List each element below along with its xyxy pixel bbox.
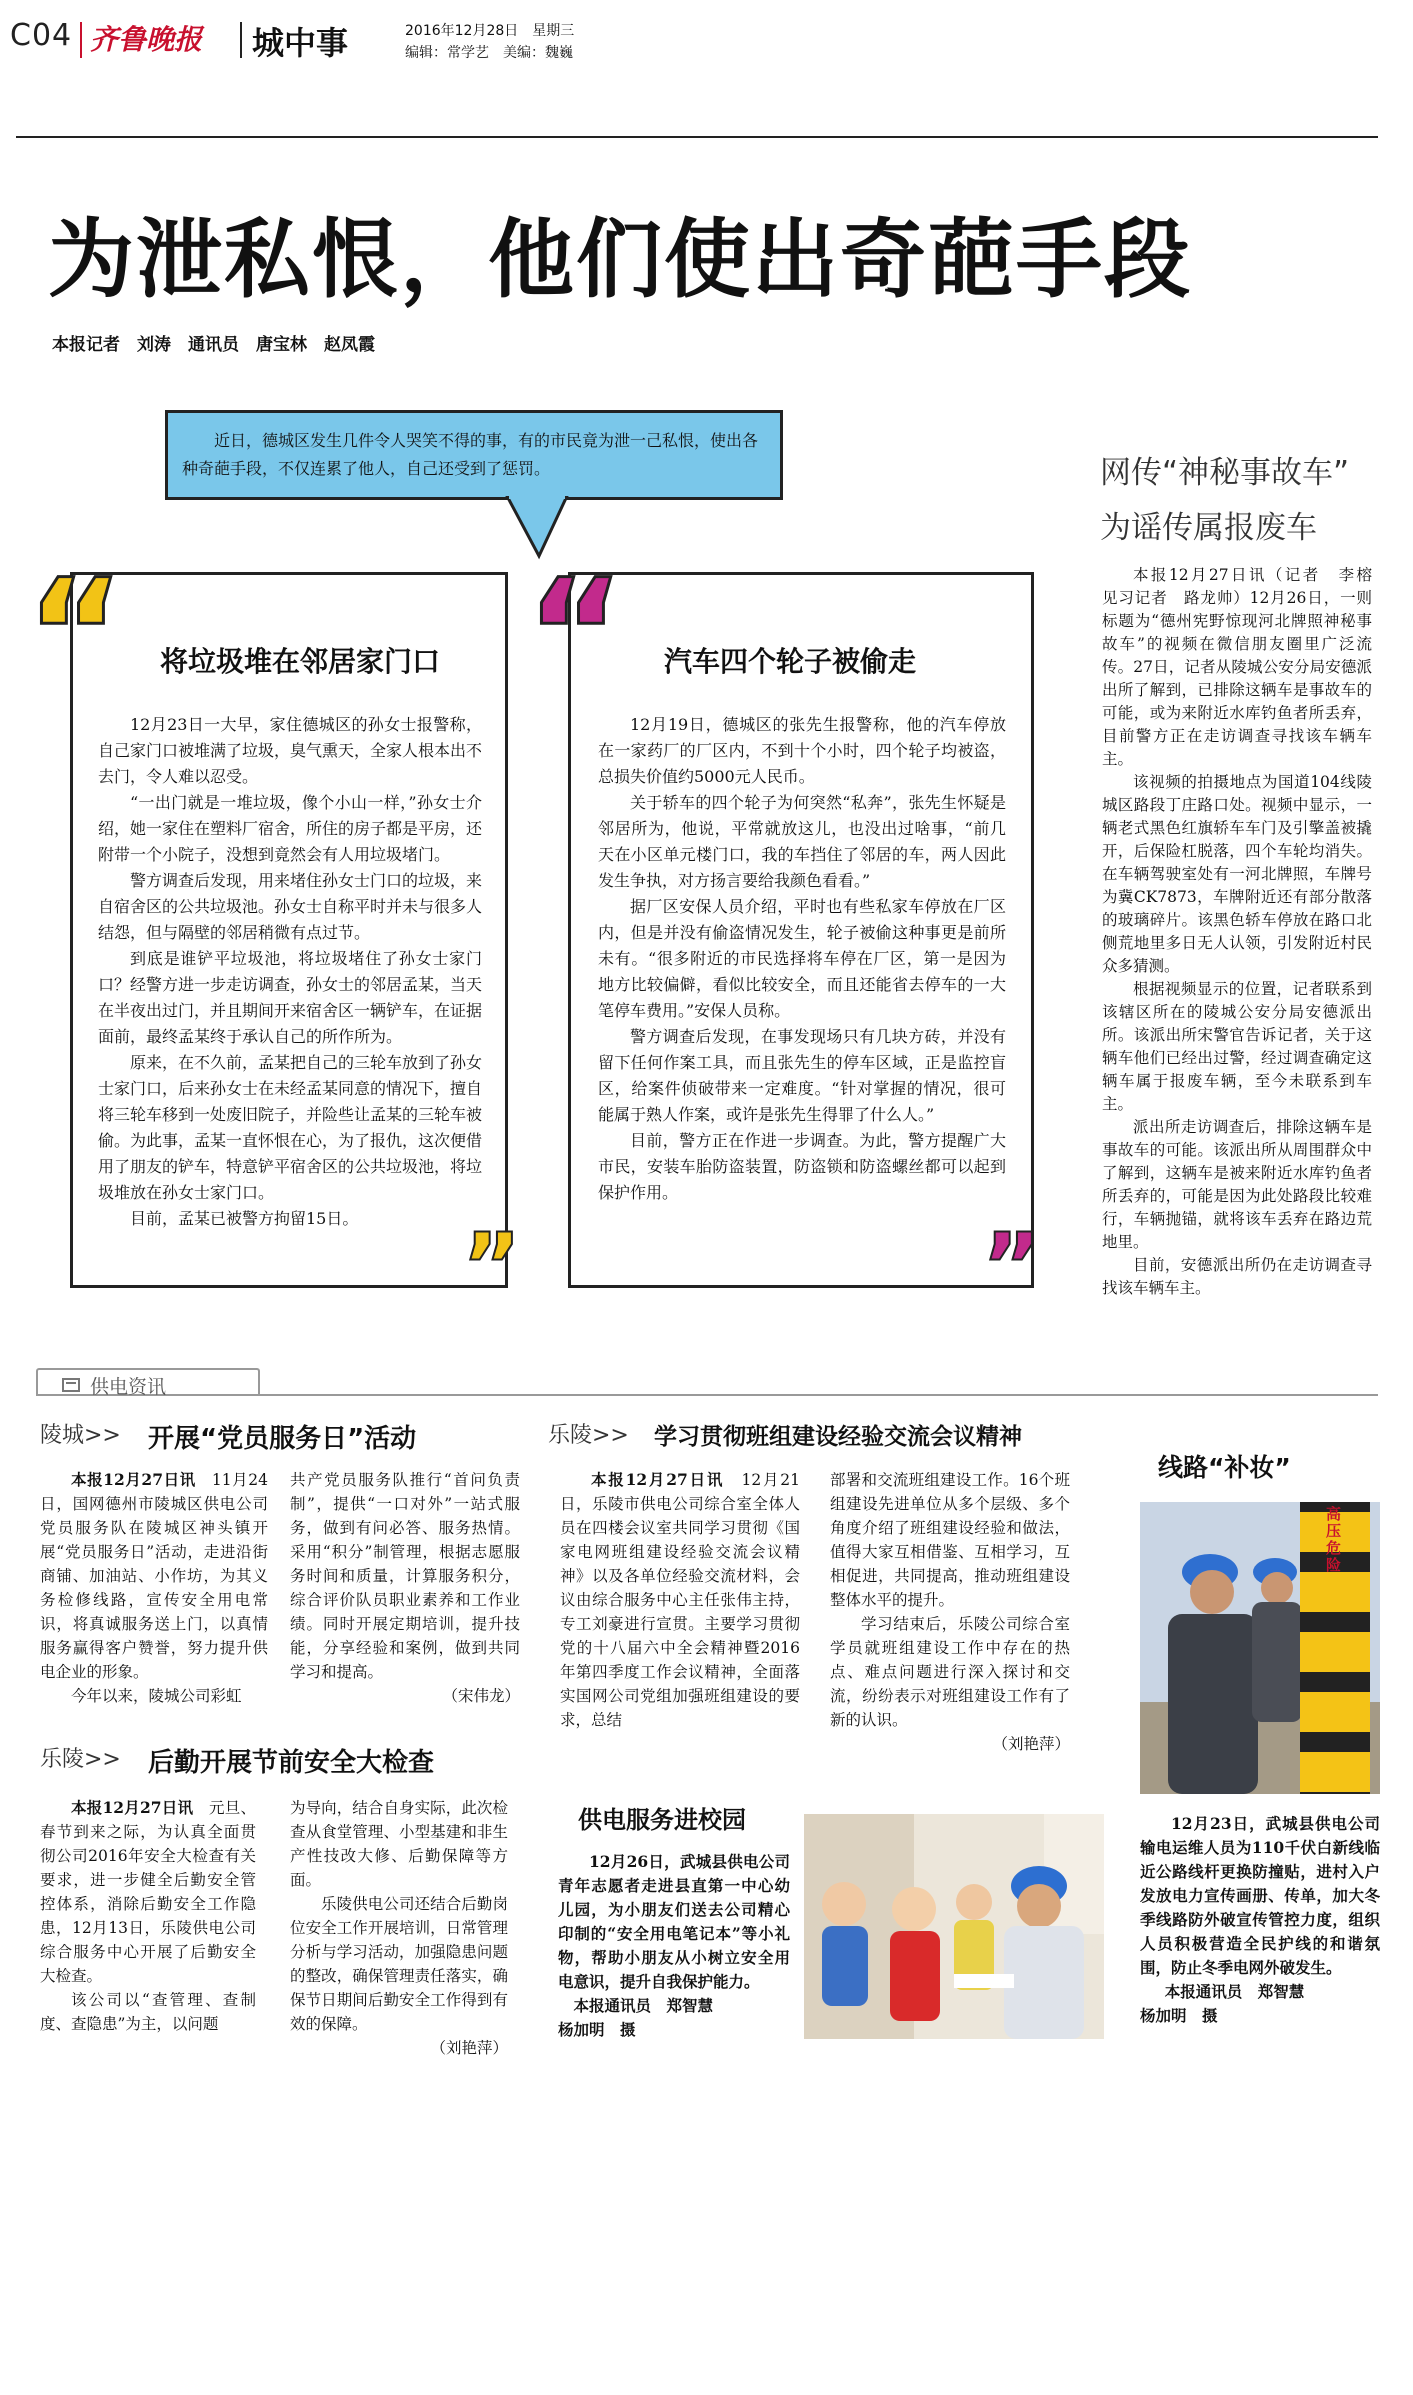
paragraph: 到底是谁铲平垃圾池，将垃圾堵住了孙女士家门口？经警方进一步走访调查，孙女士的邻居孟某，当天在半夜出过门，并且期间开来宿舍区一辆铲车，在证据面前，最终孟某终于承认自己的所作所为。 <box>98 949 483 1046</box>
author: （刘艳萍） <box>992 1735 1070 1753</box>
news3-col2 <box>290 1796 508 2060</box>
header-date: 2016年12月28日 星期三 <box>405 23 575 39</box>
news1-col2 <box>290 1468 520 1708</box>
paragraph: 派出所走访调查后，排除这辆车是事故车的可能。该派出所从周围群众中了解到，这辆车是被来附近水库钓鱼者所丢弃的，可能是因为此处路段比较难行，车辆抛锚，就将该车丢弃在路边荒地里。 <box>1102 1118 1372 1251</box>
paragraph: 目前，孟某已被警方拘留15日。 <box>130 1209 359 1228</box>
pole-photo-image <box>1140 1502 1380 1794</box>
quote-open-icon: “ <box>26 548 125 722</box>
news1-place: 陵城>> <box>40 1423 121 1448</box>
page-title: 为泄私恨，他们使出奇葩手段 <box>48 210 1192 310</box>
text: 元旦、春节到来之际，为认真全面贯彻公司2016年安全大检查有关要求，进一步健全后勤安全管控体系，消除后勤安全工作隐患，12月13日，乐陵供电公司综合服务中心开展了后勤安全大检查。 <box>40 1799 256 1985</box>
paragraph: 根据视频显示的位置，记者联系到该辖区所在的陵城公安分局安德派出所。该派出所宋警官告诉记者，关于这辆车他们已经出过警，经过调查确定这辆车属于报废车辆，至今未联系到车主。 <box>1102 980 1372 1113</box>
story-right-title: 汽车四个轮子被偷走 <box>664 645 917 678</box>
photo2-title: 线路“补妆” <box>1158 1453 1291 1482</box>
paragraph: 12月19日，德城区的张先生报警称，他的汽车停放在一家药厂的厂区内，不到十个小时，四个轮子均被盗，总损失价值约5000元人民币。 <box>598 715 1006 786</box>
paragraph: 今年以来，陵城公司彩虹 <box>71 1687 242 1705</box>
photo1-caption <box>558 1850 790 2042</box>
photo-credit: 本报通讯员 郑智慧 <box>573 1996 714 2015</box>
paragraph <box>560 1468 800 1732</box>
quote-open-icon: “ <box>526 548 625 722</box>
paragraph: 原来，在不久前，孟某把自己的三轮车放到了孙女士家门口，后来孙女士在未经孟某同意的情况下，擅自将三轮车移到一处废旧院子，并险些让孟某的三轮车被偷。为此事，孟某一直怀恨在心，为了报仇，这次便借用了朋友的铲车，特意铲平宿舍区的公共垃圾池，将垃圾堆放在孙女士家门口。 <box>98 1053 483 1202</box>
photo-pole <box>1140 1502 1380 1794</box>
photo2-caption <box>1140 1812 1380 2028</box>
author: （刘艳萍） <box>430 2039 508 2057</box>
paragraph: 为导向，结合自身实际，此次检查从食堂管理、小型基建和非生产性技改大修、后勤保障等方面。 <box>290 1799 508 1889</box>
paragraph: “一出门就是一堆垃圾，像个小山一样，”孙女士介绍，她一家住在塑料厂宿舍，所住的房子都是平房，还附带一个小院子，没想到竟然会有人用垃圾堵门。 <box>98 793 483 864</box>
header-editor: 编辑：常学艺 美编：魏巍 <box>405 45 573 61</box>
paragraph: 共产党员服务队推行“首问负责制”，提供“一口对外”一站式服务，做到有问必答、服务热情。采用“积分”制管理，根据志愿服务时间和质量，计算服务积分，综合评价队员职业素养和工作业绩。同时开展定期培训，提升技能，分享经验和案例，做到共同学习和提高。 <box>290 1471 520 1681</box>
story-left-title: 将垃圾堆在邻居家门口 <box>160 645 441 678</box>
paragraph: 学习结束后，乐陵公司综合室学员就班组建设工作中存在的热点、难点问题进行深入探讨和交流，纷纷表示对班组建设工作有了新的认识。 <box>830 1615 1070 1729</box>
news3-col1 <box>40 1796 256 2036</box>
intro-callout <box>165 410 783 500</box>
paragraph <box>40 1468 268 1684</box>
paragraph: 关于轿车的四个轮子为何突然“私奔”，张先生怀疑是邻居所为，他说，平常就放这儿，也没出过啥事，“前几天在小区单元楼门口，我的车挡住了邻居的车，两人因此发生争执，对方扬言要给我颜色看看。” <box>598 793 1006 890</box>
news1-title: 开展“党员服务日”活动 <box>148 1424 417 1454</box>
paragraph: 警方调查后发现，在事发现场只有几块方砖，并没有留下任何作案工具，而且张先生的停车区域，正是监控盲区，给案件侦破带来一定难度。“针对掌握的情况，很可能属于熟人作案，或许是张先生得罪了什么人。” <box>598 1027 1006 1124</box>
photo-credit: 杨加明 摄 <box>1140 2006 1218 2025</box>
paragraph: 12月23日一大早，家住德城区的孙女士报警称，自己家门口被堆满了垃圾，臭气熏天，全家人根本出不去门，令人难以忍受。 <box>98 715 483 786</box>
section-rule <box>36 1394 1378 1396</box>
paragraph: 12月26日，武城县供电公司青年志愿者走进县直第一中心幼儿园，为小朋友们送去公司精心印制的“安全用电笔记本”等小礼物，帮助小朋友从小树立安全用电意识，提升自我保护能力。 <box>558 1852 790 1991</box>
photo-credit: 本报通讯员 郑智慧 <box>1164 1982 1305 2001</box>
paragraph: 该视频的拍摄地点为国道104线陵城区路段丁庄路口处。视频中显示，一辆老式黑色红旗轿车车门及引擎盖被撬开，后保险杠脱落，四个车轮均消失。在车辆驾驶室处有一河北牌照，车牌号为冀CK7873，车牌附近还有部分散落的玻璃碎片。该黑色轿车停放在路口北侧荒地里多日无人认领，引发附近村民众多猜测。 <box>1102 773 1372 975</box>
sidebar-title-line2: 为谣传属报废车 <box>1100 510 1317 546</box>
author: （宋伟龙） <box>442 1687 520 1705</box>
paragraph: 目前，警方正在作进一步调查。为此，警方提醒广大市民，安装车胎防盗装置，防盗锁和防盗螺丝都可以起到保护作用。 <box>598 1131 1006 1202</box>
paragraph: 警方调查后发现，用来堵住孙女士门口的垃圾，来自宿舍区的公共垃圾池。孙女士自称平时并未与很多人结怨，但与隔壁的邻居稍微有点过节。 <box>98 871 483 942</box>
sidebar-title-line1: 网传“神秘事故车” <box>1100 455 1350 491</box>
header-divider <box>240 22 242 58</box>
pole-sign-text: 高压危险 <box>1326 1505 1342 1574</box>
news-icon <box>62 1378 80 1392</box>
news2-place: 乐陵>> <box>548 1423 629 1448</box>
news2-col1 <box>560 1468 800 1732</box>
page-number: C04 <box>10 18 73 53</box>
quote-close-icon: ” <box>982 1214 1042 1319</box>
header-divider <box>80 22 82 58</box>
news1-col1 <box>40 1468 268 1708</box>
paragraph: 12月23日，武城县供电公司输电运维人员为110千伏白新线临近公路线杆更换防撞贴，进村入户发放电力宣传画册、传单，加大冬季线路防外破宣传管控力度，组织人员积极营造全民护线的和谐氛围，防止冬季电网外破发生。 <box>1140 1814 1380 1977</box>
dateline: 本报12月27日讯 <box>591 1470 725 1489</box>
paragraph: 该公司以“查管理、查制度、查隐患”为主，以问题 <box>40 1991 256 2033</box>
paragraph: 据厂区安保人员介绍，平时也有些私家车停放在厂区内，但是并没有偷盗情况发生，轮子被偷这种事更是前所未有。“很多附近的市民选择将车停在厂区，第一是因为地方比较偏僻，看似比较安全，而且还能省去停车的一大笔停车费用。”安保人员称。 <box>598 897 1006 1020</box>
paragraph: 本报12月27日讯（记者 李榕 见习记者 路龙帅）12月26日，一则标题为“德州宪野惊现河北牌照神秘事故车”的视频在微信朋友圈里广泛流传。27日，记者从陵城公安分局安德派出所了解到，已排除这辆车是事故车的可能，或为来附近水库钓鱼者所丢弃，目前警方正在走访调查寻找该车辆车主。 <box>1102 566 1388 768</box>
paragraph: 部署和交流班组建设工作。16个班组建设先进单位从多个层级、多个角度介绍了班组建设经验和做法，值得大家互相借鉴、互相学习，互相促进，共同提高，推动班组建设整体水平的提升。 <box>830 1471 1070 1609</box>
paragraph <box>40 1796 256 1988</box>
paragraph: 乐陵供电公司还结合后勤岗位安全工作开展培训，日常管理分析与学习活动，加强隐患问题的整改，确保管理责任落实，确保节日期间后勤安全工作得到有效的保障。 <box>290 1895 508 2033</box>
paragraph: 目前，安德派出所仍在走访调查寻找该车辆车主。 <box>1102 1256 1372 1297</box>
text: 12月21日，乐陵市供电公司综合室全体人员在四楼会议室共同学习贯彻《国家电网班组建设经验交流会议精神》以及各单位经验交流材料，会议由综合服务中心主任张伟主持，专工刘豪进行宣贯。主要学习贯彻党的十八届六中全会精神暨2016年第四季度工作会议精神，全面落实国网公司党组加强班组建设的要求，总结 <box>560 1471 800 1729</box>
section-label: 供电资讯 <box>90 1376 167 1398</box>
paper-logo: 齐鲁晚报 <box>90 23 203 56</box>
photo1-title: 供电服务进校园 <box>578 1806 746 1834</box>
story-left-body <box>98 712 482 1232</box>
photo-credit: 杨加明 摄 <box>558 2020 636 2039</box>
news3-title: 后勤开展节前安全大检查 <box>148 1748 435 1778</box>
news2-col2 <box>830 1468 1070 1756</box>
quote-close-icon: ” <box>462 1214 522 1319</box>
text: 11月24日，国网德州市陵城区供电公司党员服务队在陵城区神头镇开展“党员服务日”活动，走进沿街商铺、加油站、小作坊，为其义务检修线路，宣传安全用电常识，将真诚服务送上门，以真情服务赢得客户赞誉，努力提升供电企业的形象。 <box>40 1471 268 1681</box>
section-name: 城中事 <box>252 24 349 62</box>
sidebar-body <box>1102 564 1388 1300</box>
photo-kindergarten <box>804 1814 1104 2039</box>
dateline: 本报12月27日讯 <box>71 1470 196 1489</box>
header-rule <box>16 136 1378 138</box>
intro-text: 近日，德城区发生几件令人哭笑不得的事，有的市民竟为泄一己私恨，使出各种奇葩手段，不仅连累了他人，自己还受到了惩罚。 <box>182 431 759 478</box>
news2-title: 学习贯彻班组建设经验交流会议精神 <box>654 1424 1022 1450</box>
news3-place: 乐陵>> <box>40 1747 121 1772</box>
byline: 本报记者 刘涛 通讯员 唐宝林 赵凤霞 <box>52 335 375 355</box>
dateline: 本报12月27日讯 <box>71 1798 194 1817</box>
kindergarten-photo-image <box>804 1814 1104 2039</box>
story-right-body <box>598 712 1006 1206</box>
